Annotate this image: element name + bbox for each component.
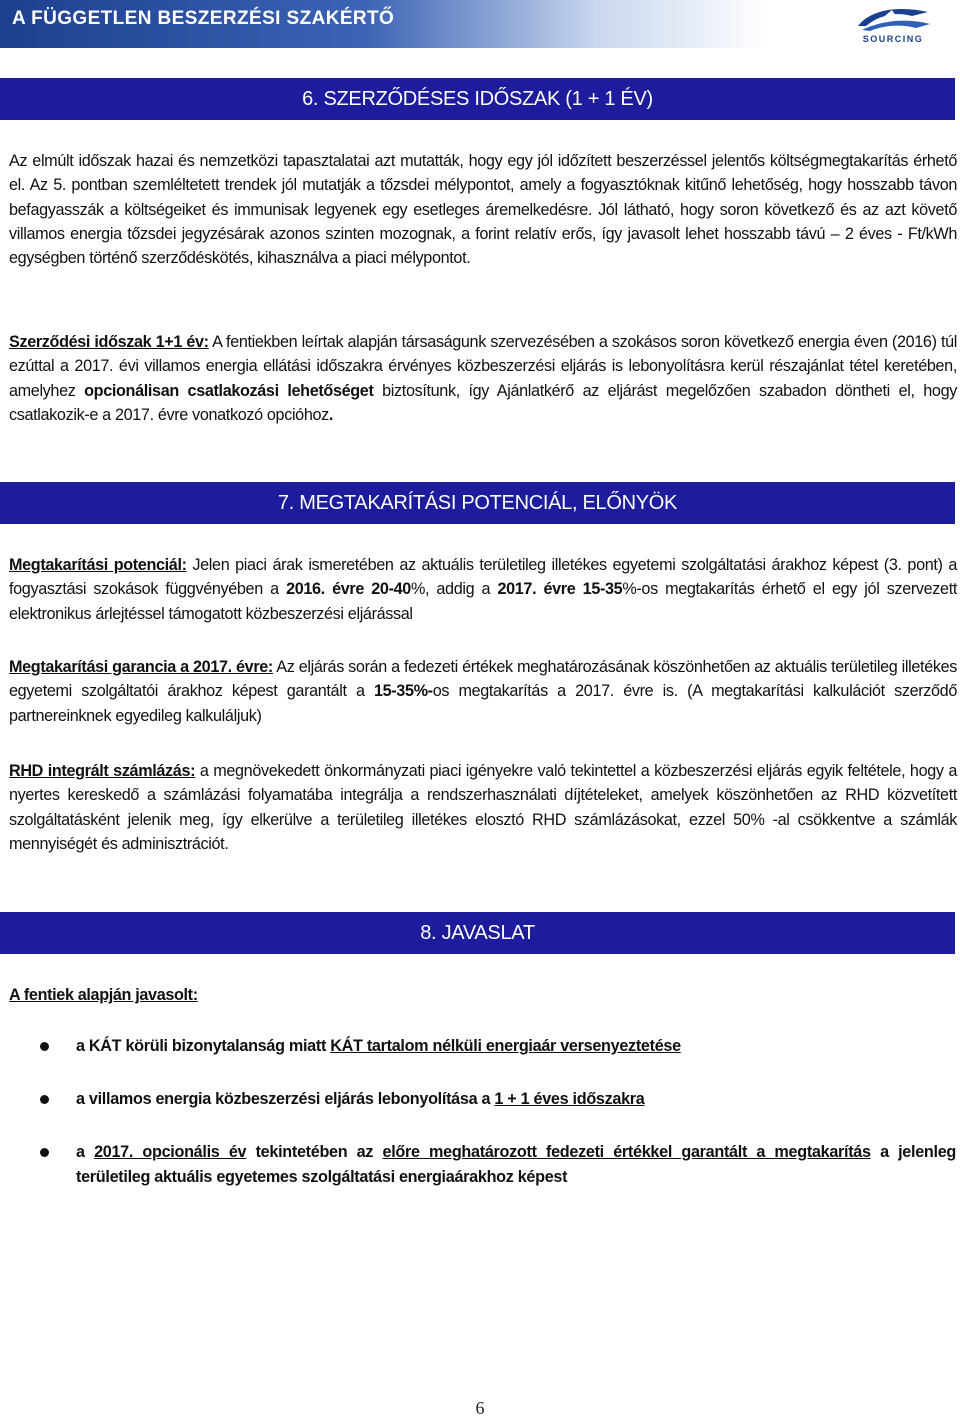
section-7-p2-text-b: os megtakarítás a 2017. évre is. (A megtakarítási kalkulációt szerződő partnereinknek egyedileg kalkuláljuk) (9, 682, 957, 725)
section-6-p2-text-a: A fentiekben leírtak alapján társaságunk szervezésében a szokásos soron következő energia éven (2016) túl ezúttal a 2017. évi villamos energia ellátási időszakra érvényes közbeszerzési eljárás is lebonyolításra kerül részajánlat tétel keretében, amelyhez (9, 333, 957, 400)
section-7-p1-text-d: %-os megtakarítás érhető el egy jól szervezett elektronikus árlejtéssel támogatott közbeszerzési eljárással (9, 580, 957, 623)
section-6-p2-bold: opcionálisan csatlakozási lehetőséget (84, 381, 374, 400)
section-7-p1-bold-1: 2016. évre 20-40 (286, 580, 411, 599)
bullet-icon (40, 1042, 49, 1051)
sourcing-logo (852, 4, 934, 46)
logo-text: SOURCING (862, 34, 924, 44)
section-6-p1-text-a: Az elmúlt időszak hazai és nemzetközi tapasztalatai azt mutatták, hogy egy jól időzített beszerzéssel jelentős költségmegtakarítás érhető el. Az 5. pontban szemléltetett trendek jól mutatják a tőzsdei mélypontot, amely a fogyasztóknak kitűnő lehetőség, hogy hosszabb távon befagyasszák a költségeiket és immunisak legyenek egy esetleges áremelkedésre. (9, 152, 957, 219)
sourcing-logo-icon (852, 4, 934, 34)
section-6-p2-end: . (328, 405, 334, 424)
section-7-paragraph-1 (9, 553, 957, 626)
header-brand: A FÜGGETLEN BESZERZÉSI SZAKÉRTŐ (12, 8, 395, 29)
bullet-icon (40, 1095, 49, 1104)
bullet-1-text: a KÁT körüli bizonytalanság miatt (76, 1037, 331, 1055)
bullet-3-text-b: tekintetében az (246, 1143, 383, 1161)
section-8-title-bar (0, 912, 955, 954)
section-6-title: 6. SZERZŐDÉSES IDŐSZAK (1 + 1 ÉV) (302, 87, 653, 110)
bullet-1-underlined: KÁT tartalom nélküli energiaár versenyeztetése (330, 1037, 681, 1055)
section-7-p3-label: RHD integrált számlázás: (9, 762, 196, 780)
bullet-icon (40, 1148, 49, 1157)
section-7-paragraph-3 (9, 759, 957, 856)
section-7-title-bar (0, 482, 955, 524)
section-8-title: 8. JAVASLAT (420, 921, 535, 944)
section-6-p2-label: Szerződési időszak 1+1 év: (9, 333, 209, 351)
section-7-p2-label: Megtakarítási garancia a 2017. évre: (9, 658, 273, 676)
section-7-p2-bold: 15-35%- (373, 682, 433, 701)
section-6-title-bar (0, 78, 955, 120)
bullet-2-text: a villamos energia közbeszerzési eljárás lebonyolítása a (76, 1090, 495, 1108)
section-7-p1-label: Megtakarítási potenciál: (9, 556, 187, 574)
section-6-p1-text-b: Jól látható, hogy soron következő és az azt követő villamos energia tőzsdei jegyzésárak azonos szinten mozognak, a forint relatív erős, így javasolt lehet hosszabb távú – 2 éves - Ft/kWh egységben történő szerződéskötés, kihasználva a piaci mélypontot. (9, 200, 957, 268)
page-number: 6 (475, 1398, 485, 1418)
bullet-3-underlined-2: előre meghatározott fedezeti értékkel garantált a megtakarítás (382, 1143, 871, 1161)
page-header (0, 0, 960, 48)
section-7-p2-text-a: Az eljárás során a fedezeti értékek meghatározásának köszönhetően az aktuális területileg illetékes egyetemi szolgáltatói árakhoz képest garantált a (9, 658, 957, 701)
bullet-3-underlined-1: 2017. opcionális év (94, 1143, 247, 1161)
section-7-p1-text-c: %, addig a (410, 580, 498, 599)
section-6-paragraph-2 (9, 330, 957, 427)
section-8-intro (9, 983, 957, 1007)
section-6-p2-text-b: biztosítunk, így Ajánlatkérő az eljárást megelőzően szabadon döntheti el, hogy csatlakozik-e a 2017. évre vonatkozó opcióhoz (9, 381, 957, 424)
section-7-p1-bold-2: 2017. évre 15-35 (497, 580, 623, 599)
section-7-paragraph-2 (9, 655, 957, 728)
bullet-3-text-a: a (76, 1143, 95, 1161)
section-7-title: 7. MEGTAKARÍTÁSI POTENCIÁL, ELŐNYÖK (277, 491, 678, 514)
section-7-p1-text-a: Jelen piaci árak ismeretében az aktuális területileg illetékes egyetemi szolgáltatási árakhoz képest (3. pont) a fogyasztási szokások függvényében a (9, 556, 957, 599)
section-6-paragraph-1 (9, 149, 957, 270)
bullet-2-underlined: 1 + 1 éves időszakra (494, 1090, 645, 1108)
bullet-3-text-c: a jelenleg területileg aktuális egyetemes szolgáltatási energiaárakhoz képest (76, 1143, 956, 1186)
section-8-intro-label: A fentiek alapján javasolt: (9, 986, 198, 1004)
section-7-p3-text-a: a megnövekedett önkormányzati piaci igényekre való tekintettel a közbeszerzési eljárás egyik feltétele, hogy a nyertes kereskedő a számlázási folyamatába integrálja a rendszerhasználati díjtételeket, amelyek köszönhetően az RHD közvetített szolgáltatásként jelenik meg, így elkerülve a területileg illetékes elosztó RHD számlázásokat, ezzel 50% -al csökkentve a számlák mennyiségét és adminisztrációt. (9, 762, 957, 853)
